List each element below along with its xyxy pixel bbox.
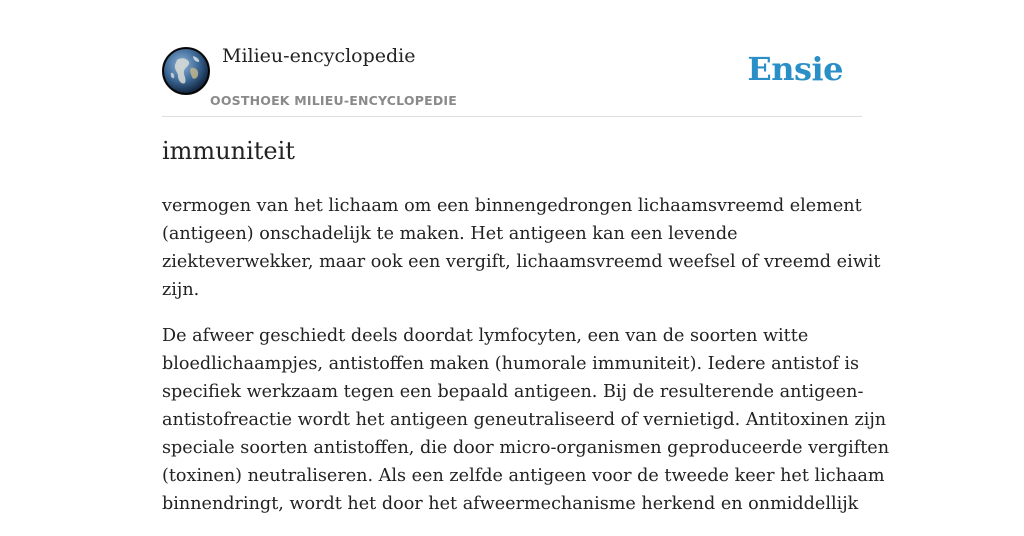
text-line: vermogen van het lichaam om een binnengedrongen lichaamsvreemd element	[162, 196, 862, 216]
text-line: antistofreactie wordt het antigeen geneutraliseerd of vernietigd. Antitoxinen zijn	[162, 410, 887, 430]
page-title: immuniteit	[162, 137, 295, 165]
earth-globe-icon[interactable]	[162, 47, 210, 95]
text-line: ziekteverwekker, maar ook een vergift, lichaamsvreemd weefsel of vreemd eiwit	[162, 252, 881, 272]
text-line: bloedlichaampjes, antistoffen maken (humorale immuniteit). Iedere antistof is	[162, 354, 860, 374]
article-paragraph	[162, 322, 890, 518]
text-line: De afweer geschiedt deels doordat lymfocyten, een van de soorten witte	[162, 326, 809, 346]
text-line: (antigeen) onschadelijk te maken. Het antigeen kan een levende	[162, 224, 738, 244]
text-line: (toxinen) neutraliseren. Als een zelfde antigeen voor de tweede keer het lichaam	[162, 466, 885, 486]
article-body	[162, 192, 890, 536]
site-header	[162, 0, 862, 117]
ensie-logo[interactable]: Ensie	[747, 50, 843, 88]
text-line: specifiek werkzaam tegen een bepaald antigeen. Bij de resulterende antigeen-	[162, 382, 864, 402]
text-line: binnendringt, wordt het door het afweermechanisme herkend en onmiddellijk	[162, 494, 859, 514]
site-subtitle[interactable]: OOSTHOEK MILIEU-ENCYCLOPEDIE	[210, 93, 457, 108]
article-paragraph	[162, 192, 881, 304]
text-line: speciale soorten antistoffen, die door micro-organismen geproduceerde vergiften	[162, 438, 890, 458]
site-title[interactable]: Milieu-encyclopedie	[222, 45, 416, 67]
text-line: zijn.	[162, 280, 200, 300]
page-container	[162, 0, 890, 514]
